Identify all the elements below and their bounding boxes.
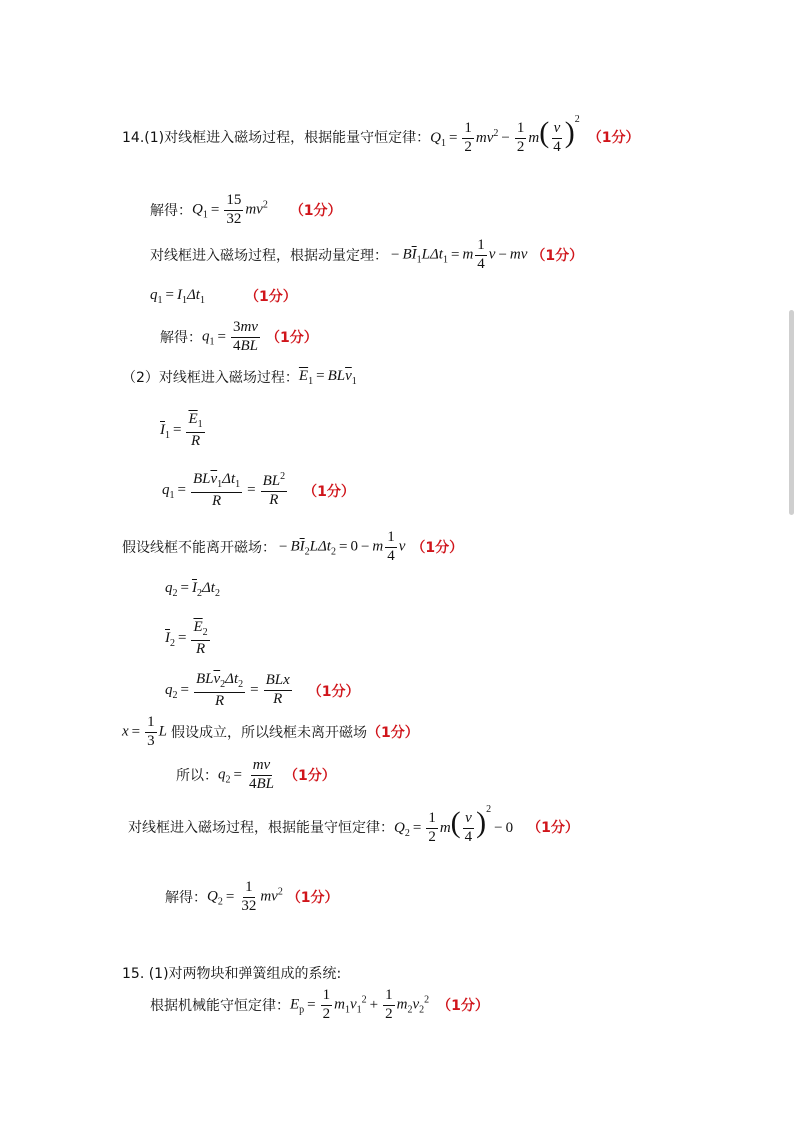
score-badge: （1分）: [411, 540, 464, 557]
score-badge: （1分）: [265, 330, 318, 347]
formula-q1-energy: $Q_1$ = $\frac{1}{2}$ $mv^2$ − $\frac{1}{2}$ m( $\frac{v}{4}$ )$^2$: [430, 114, 580, 156]
energy-intro-2: 对线框进入磁场过程，根据能量守恒定律：: [128, 819, 394, 836]
q14-line-q2-result: [165, 880, 339, 915]
scrollbar[interactable]: [789, 310, 794, 515]
formula-i1-avg: $\overline{I}_1$ = $\frac{\overline{E}_1}{R}$: [160, 411, 203, 449]
formula-emf-avg: $\overline{E}_1 = BL\overline{v}_1$: [298, 367, 357, 387]
formula-x: x = $\frac{1}{3}$ L: [122, 714, 167, 749]
formula-q1-value: $q_1$ = $\frac{3mv}{4BL}$: [202, 319, 258, 354]
q14-line-assume: [122, 530, 463, 565]
assume-result: 假设成立，所以线框未离开磁场: [170, 725, 367, 742]
score-badge: （1分）: [307, 683, 360, 700]
q14-line-q1-value: [160, 320, 318, 355]
formula-q1-charge: $q_1$ = $\frac{BL\overline{v}_1\Delta t_1}{R}$ = $\frac{BL^2}{R}$: [162, 471, 286, 509]
assume-intro: 假设线框不能离开磁场：: [122, 540, 276, 557]
q14-line-energy-2: [128, 804, 579, 846]
formula-q1-result: $Q_1$ = $\frac{15}{32}$ $mv^2$: [192, 192, 268, 227]
score-badge: （1分）: [283, 768, 336, 785]
q14-line-q1-result: [150, 193, 342, 228]
score-badge: （1分）: [587, 129, 640, 146]
formula-momentum-2: − $B\overline{I}_2L\Delta t_2 = 0 - m$ $\frac{1}{4}$ v: [279, 529, 406, 564]
solve-label: 解得：: [150, 203, 192, 220]
q14-line-i2: [165, 620, 212, 657]
q14-line-q2-value: [176, 758, 336, 793]
q14-line-x: [122, 715, 419, 750]
formula-q1-def: $q_1 = I_1\Delta t_1$: [150, 286, 205, 306]
solve-label: 解得：: [165, 890, 207, 907]
score-badge: （1分）: [366, 725, 419, 742]
q14-line-momentum: [150, 238, 583, 273]
formula-q2-charge: $q_2$ = $\frac{BL\overline{v}_2\Delta t_2}{R}$ = $\frac{\text{BLx}}{R}$: [165, 671, 290, 709]
momentum-intro: 对线框进入磁场过程，根据动量定理：: [150, 248, 388, 265]
q14-line-q2-charge: [165, 672, 360, 709]
q14-line-energy: [122, 114, 640, 156]
q14-line-i1: [160, 412, 207, 449]
q15-line-energy: [150, 988, 489, 1023]
score-badge: （1分）: [303, 483, 355, 500]
formula-ep: $E_p$ = $\frac{1}{2}$ $m_1v_1^2$ + $\frac{1}{2}$ $m_2v_2^2$: [290, 987, 430, 1022]
q14-line-q2-def: [165, 580, 220, 599]
q14-line-q1-charge: [162, 472, 355, 509]
formula-q2-energy: $Q_2$ = $\frac{1}{2}$ m( $\frac{v}{4}$ )$^2$− 0: [394, 804, 514, 846]
score-badge: （1分）: [244, 289, 297, 305]
q14-intro: 14.(1)对线框进入磁场过程，根据能量守恒定律：: [122, 129, 431, 146]
score-badge: （1分）: [527, 819, 579, 836]
formula-q2-result: $Q_2$ = $\frac{1}{32}$ $mv^2$: [207, 879, 283, 914]
q15-intro: 15. (1)对两物块和弹簧组成的系统:: [122, 966, 342, 982]
formula-q2-def: $q_2 = \overline{I}_2\Delta t_2$: [165, 580, 220, 599]
formula-momentum: − $B\overline{I}_1L\Delta t_1 = m$ $\frac{1}{4}$ v − mv: [391, 237, 528, 272]
score-badge: （1分）: [289, 203, 342, 220]
q14-line-q1-def: [150, 286, 297, 306]
formula-q2-value: $q_2$ = $\frac{mv}{4BL}$: [218, 757, 274, 792]
score-badge: （1分）: [286, 890, 339, 907]
part2-intro: （2）对线框进入磁场过程：: [122, 370, 299, 386]
score-badge: （1分）: [531, 248, 584, 265]
score-badge: （1分）: [437, 998, 489, 1015]
solve-label: 解得：: [160, 330, 202, 347]
q15-line-intro: [122, 963, 341, 983]
q15-energy-intro: 根据机械能守恒定律：: [150, 998, 290, 1015]
q14-line-part2: [122, 367, 357, 387]
formula-i2-avg: $\overline{I}_2$ = $\frac{\overline{E}_2}{R}$: [165, 619, 208, 657]
so-label: 所以：: [176, 768, 218, 785]
